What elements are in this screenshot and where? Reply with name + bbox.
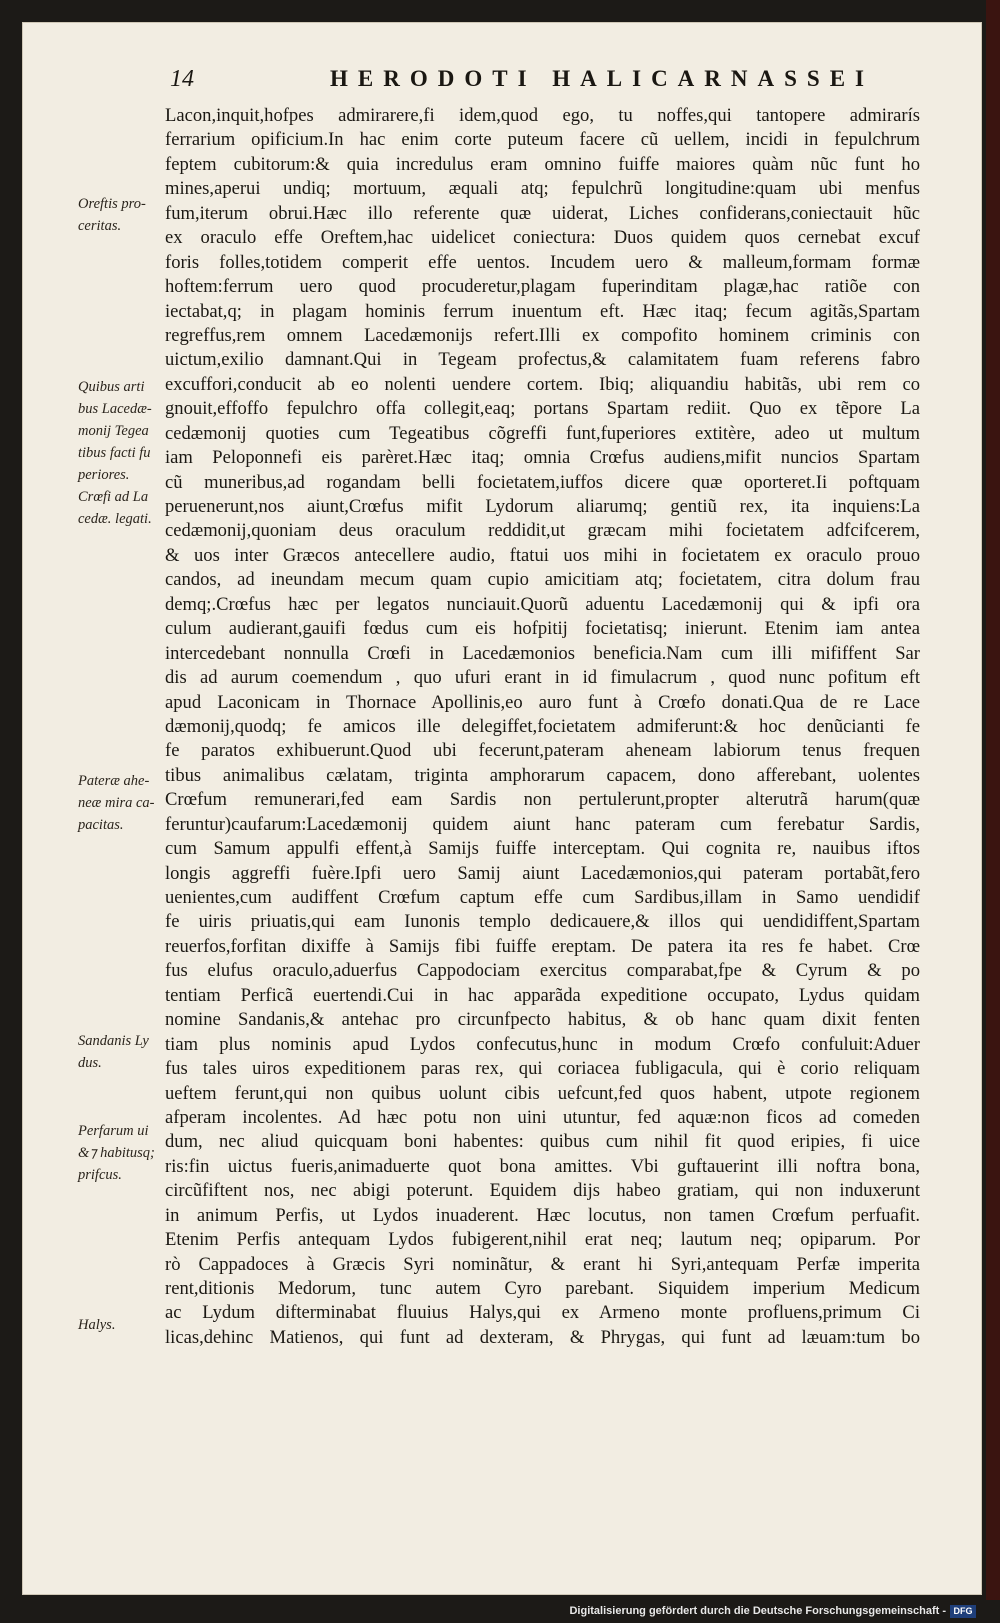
text-line: fus elufus oraculo,aduerfus Cappodociam exercitus comparabat,fpe & Cyrum & po bbox=[165, 960, 920, 982]
text-line: tentiam Perficã euertendi.Cui in hac apparãda expeditione occupato, Lydus quidam bbox=[165, 984, 920, 1006]
text-line: foris folles,totidem comperit effe uentos. Incudem uero & malleum,formam formæ bbox=[165, 251, 920, 273]
text-line: longis aggreffi fuère.Ipfi uero Samij aiunt Lacedæmonios,qui pateram portabãt,fero bbox=[165, 862, 920, 884]
marginal-gloss-persians bbox=[78, 1120, 168, 1186]
text-line: & uos inter Græcos antecellere audio, ftatui uos mihi in focietatem ex oraculo prouo bbox=[165, 544, 920, 566]
text-line: hoftem:ferrum uero quod procuderetur,plagam fuperinditam plagæ,hac ratiõe con bbox=[165, 276, 920, 298]
gloss-line: prifcus. bbox=[78, 1167, 122, 1183]
running-title: HERODOTI HALICARNASSEI bbox=[330, 66, 874, 91]
gloss-line: tibus facti fu bbox=[78, 445, 151, 461]
gloss-line: Halys. bbox=[78, 1317, 116, 1333]
text-line: feptem cubitorum:& quia incredulus eram omnino fuiffe maiores quàm nũc funt ho bbox=[165, 153, 920, 175]
gloss-line: Pateræ ahe- bbox=[78, 773, 150, 789]
text-line: dis ad aurum coemendum , quo ufuri erant in id fimulacrum , quod nunc pofitum eft bbox=[165, 667, 920, 689]
gloss-line: neæ mira ca- bbox=[78, 795, 155, 811]
text-line: ueftem ferunt,qui non quibus uolunt cibis uefcunt,fed quos habent, utpote regionem bbox=[165, 1082, 920, 1104]
text-line: dæmonij,quodq; fe amicos ille delegiffet,focietatem admiferunt:& hoc denũcianti fe bbox=[165, 715, 920, 737]
gloss-line: dus. bbox=[78, 1055, 102, 1071]
funding-note: Digitalisierung gefördert durch die Deutsche Forschungsgemeinschaft - bbox=[569, 1605, 946, 1617]
gloss-line: monij Tegea bbox=[78, 423, 149, 439]
text-line: apud Laconicam in Thornace Apollinis,eo auro funt à Crœfo donati.Qua de re Lace bbox=[165, 691, 920, 713]
text-line: in animum Perfis, ut Lydos inuaderent. Hæc locutus, non tamen Crœfum perfuafit. bbox=[165, 1204, 920, 1226]
marginal-gloss-orestes bbox=[78, 193, 168, 237]
marginal-gloss-lacedaemonians bbox=[78, 376, 168, 486]
text-line: rent,ditionis Medorum, tunc autem Cyro parebant. Siquidem imperium Medicum bbox=[165, 1278, 920, 1299]
text-line: uenientes,cum audiffent Crœfum captum effe cum Sardibus,illam in Samo uendidif bbox=[165, 887, 920, 908]
text-line: peruenerunt,nos aiunt,Crœfus mifit Lydorum aliarumq; gentiũ rex, ita inquiens:La bbox=[165, 496, 920, 517]
gloss-line: Quibus arti bbox=[78, 379, 145, 395]
marginal-gloss-sandanis bbox=[78, 1030, 168, 1074]
text-line: ferrarium opificium.In hac enim corte puteum facere cũ uellem, incidi in fepulchrum bbox=[165, 129, 920, 151]
text-line: fe uiris priuatis,qui eam Iunonis templo dedicauere,& illos qui uendidiffent,Spartam bbox=[165, 911, 920, 933]
text-line: iectabat,q; in plagam hominis ferrum inuentum eft. Hæc itaq; fecum agitãs,Spartam bbox=[165, 300, 920, 322]
text-line: tiam plus nominis apud Lydos confecutus,hunc in modum Crœfo confuluit:Aduer bbox=[165, 1033, 920, 1055]
text-line: fus tales uiros expeditionem paras rex, qui coriacea fubligacula, qui è corio reliquam bbox=[165, 1058, 920, 1080]
text-line: uictum,exilio damnant.Qui in Tegeam profectus,& calamitatem fuam referens fabro bbox=[165, 349, 920, 371]
book-edge bbox=[986, 0, 1000, 1610]
text-line: culum audierant,gauifi fœdus cum eis hofpitij focietatisq; inierunt. Etenim iam antea bbox=[165, 618, 920, 640]
text-line: Lacon,inquit,hofpes admirarere,fi idem,quod ego, tu noffes,qui tantopere admirarís bbox=[165, 105, 920, 126]
text-line: gnouit,effoffo fepulchro offa collegit,eaq; portans Spartam rediit. Quo ex tẽpore La bbox=[165, 398, 920, 420]
gloss-line: cedæ. legati. bbox=[78, 511, 152, 527]
text-line: cedæmonij,quoniam deus oraculum reddidit,ut græcam mihi focietatem adfcifcerem, bbox=[165, 520, 920, 542]
text-line: demq;.Crœfus hæc per legatos nunciauit.Quorũ aduentu Lacedæmonij qui & ipfi ora bbox=[165, 593, 920, 615]
gloss-line: bus Lacedæ- bbox=[78, 401, 152, 417]
gloss-line: Oreftis pro- bbox=[78, 196, 146, 212]
marginal-gloss-halys bbox=[78, 1314, 168, 1336]
text-line: nomine Sandanis,& antehac pro circunfpecto habitus, & ob hanc quam dixit fenten bbox=[165, 1009, 920, 1031]
gloss-line: Perfarum ui bbox=[78, 1123, 149, 1139]
text-line: ris:fin uictus fueris,animaduerte quot bona amittes. Vbi guftauerint illi noftra bona, bbox=[165, 1155, 920, 1177]
gloss-line: ceritas. bbox=[78, 218, 122, 234]
body-text bbox=[165, 104, 920, 1350]
text-line: reuerfos,forfitan dixiffe à Samijs fibi fuiffe ereptam. De patera ita res fe habet. Crœ bbox=[165, 935, 920, 957]
page-number: 14 bbox=[170, 66, 194, 92]
text-line: Crœfum remunerari,fed eam Sardis non pertulerunt,propter alterutrã harum(quæ bbox=[165, 789, 920, 811]
text-line: circũfiftent nos, nec abigi poterunt. Equidem dijs habeo gratiam, qui non induxerunt bbox=[165, 1180, 920, 1202]
text-line: intercedebant nonnulla Crœfi in Lacedæmonios beneficia.Nam cum illi mififfent Sar bbox=[165, 642, 920, 664]
text-line: ac Lydum difterminabat fluuius Halys,qui ex Armeno monte profluens,primum Ci bbox=[165, 1302, 920, 1324]
gloss-line: &⁊ habitusq; bbox=[78, 1145, 155, 1161]
text-line: cum Samum appulfi effent,à Samijs fuiffe interceptam. Qui cognita re, nauibus iftos bbox=[165, 838, 920, 860]
gloss-line: periores. bbox=[78, 467, 130, 483]
text-line: iam Peloponnefi eis parèret.Hæc itaq; omnia Crœfus audiens,mifit nuncios Spartam bbox=[165, 447, 920, 469]
text-line: dum, nec aliud quicquam boni habentes: quibus cum nihil fit quod eripies, fi uice bbox=[165, 1131, 920, 1153]
gloss-line: Crœfi ad La bbox=[78, 489, 149, 505]
text-line: candos, ad ineundam mecum quam cupio amicitiam atq; focietatem, citra dolum frau bbox=[165, 569, 920, 591]
running-head bbox=[170, 66, 910, 102]
text-line: licas,dehinc Matienos, qui funt ad dexteram, & Phrygas, qui funt ad læuam:tum bo bbox=[165, 1326, 920, 1348]
text-line: cũ muneribus,ad rogandam belli focietatem,iuffos dicere quæ oporteret.Ii poftquam bbox=[165, 471, 920, 493]
text-line: ex oraculo effe Oreftem,hac uidelicet coniectura: Duos quidem quos cernebat excuf bbox=[165, 227, 920, 249]
text-line: tibus animalibus cælatam, triginta amphorarum capacem, dono afferebant, uolentes bbox=[165, 764, 920, 786]
text-line: Etenim Perfis antequam Lydos fubigerent,nihil erat neq; lautum neq; opiparum. Por bbox=[165, 1229, 920, 1251]
text-line: mines,aperui undiq; mortuum, æquali atq; fepulchrũ longitudine:quam ubi menfus bbox=[165, 178, 920, 200]
dfg-logo: DFG bbox=[950, 1605, 976, 1618]
text-line: fe paratos exhibuerunt.Quod ubi fecerunt,pateram aheneam labiorum tenus frequen bbox=[165, 740, 920, 762]
marginal-gloss-patera bbox=[78, 770, 168, 836]
text-line: cedæmonij quoties cum Tegeatibus cõgreffi funt,fuperiores extitère, adeo ut multum bbox=[165, 422, 920, 444]
gloss-line: Sandanis Ly bbox=[78, 1033, 149, 1049]
marginal-gloss-croesus-legates bbox=[78, 486, 168, 530]
text-line: fum,iterum obrui.Hæc illo referente quæ uiderat, Liches confiderans,coniectauit hũc bbox=[165, 202, 920, 224]
gloss-line: pacitas. bbox=[78, 817, 124, 833]
text-line: feruntur)caufarum:Lacedæmonij quidem aiunt hanc pateram cum ferebatur Sardis, bbox=[165, 813, 920, 835]
text-line: excuffori,conducit ab eo nolenti uendere cortem. Ibiq; aliquandiu habitãs, ubi rem co bbox=[165, 373, 920, 395]
text-line: rò Cappadoces à Græcis Syri nominãtur, & erant hi Syri,antequam Perfæ imperita bbox=[165, 1253, 920, 1275]
text-line: afperam incolentes. Ad hæc potu non uini utuntur, fed aquæ:non ficos ad comeden bbox=[165, 1106, 920, 1128]
text-line: regreffus,rem omnem Lacedæmonijs refert.Illi ex compofito hominem criminis con bbox=[165, 324, 920, 346]
